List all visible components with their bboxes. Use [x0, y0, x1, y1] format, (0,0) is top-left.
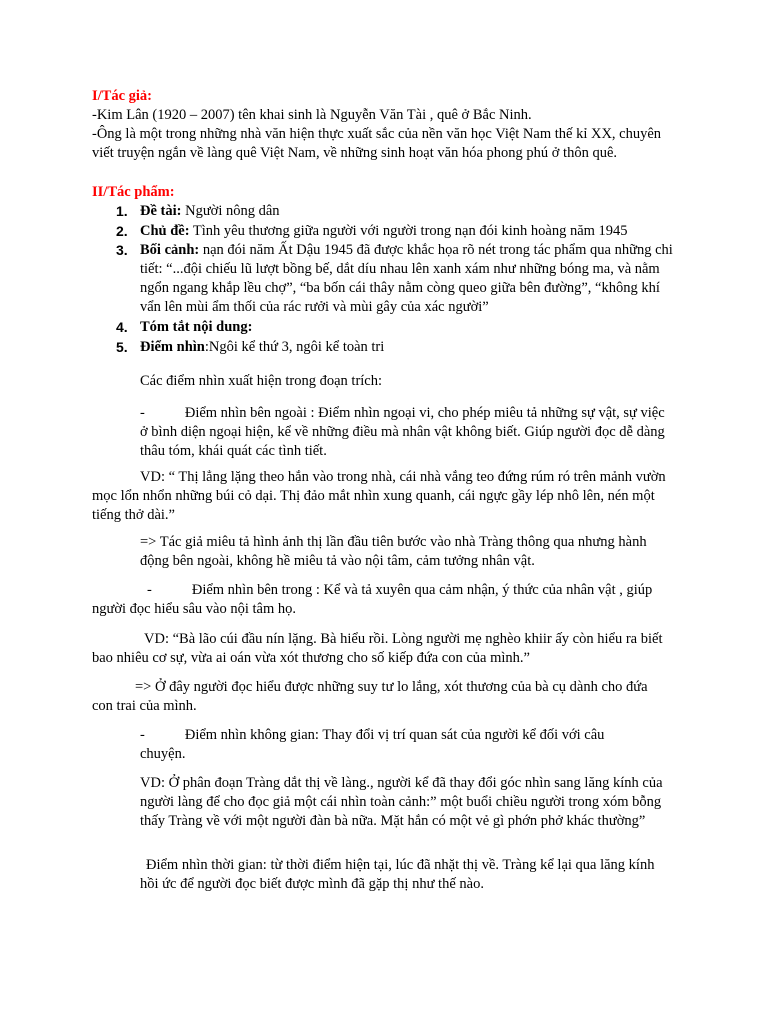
paragraph — [92, 581, 672, 619]
paragraph-text: Điểm nhìn bên trong : Kể và tả xuyên qua cảm nhận, ý thức của nhân vật , giúp người đọc hiểu sâu vào nội tâm họ. — [92, 582, 653, 617]
paragraph — [140, 726, 640, 764]
list-text: nạn đói năm Ất Dậu 1945 đã được khắc họa rõ nét trong tác phẩm qua những chi tiết: “...đội chiếu lũ lượt bồng bế, dắt díu nhau lên xanh xám như những bóng ma, và nằm ngổn ngang khắp lều chợ”, “ba bốn cái thây nằm còng queo giữa bên đường”, “không khí vẩn lên mùi ẩm thối của rác rưởi và mùi gây của xác người” — [140, 242, 673, 315]
list-number: 5. — [116, 339, 128, 355]
list-text: :Ngôi kể thứ 3, ngôi kể toàn tri — [204, 339, 385, 355]
list-label: Đề tài: — [140, 203, 182, 219]
paragraph: => Tác giả miêu tả hình ảnh thị lần đầu tiên bước vào nhà Tràng thông qua nhưng hành động bên ngoài, không hề miêu tả vào nội tâm, cảm tưởng nhân vật. — [140, 534, 647, 569]
list-number: 4. — [116, 319, 128, 335]
list-label: Bối cảnh: — [140, 242, 200, 258]
dash-marker: - — [140, 405, 145, 421]
section-heading-author: I/Tác giả: — [92, 88, 153, 104]
section-heading-work: II/Tác phẩm: — [92, 184, 175, 200]
paragraph: Điểm nhìn thời gian: từ thời điểm hiện tại, lúc đã nhặt thị về. Tràng kể lại qua lăng kính hồi ức để người đọc biết được mình đã gặp thị như thế nào. — [140, 857, 655, 892]
paragraph: VD: “ Thị lẳng lặng theo hắn vào trong nhà, cái nhà vắng teo đứng rúm ró trên mảnh vườn mọc lổn nhổn những búi cỏ dại. Thị đảo mắt nhìn xung quanh, cái ngực gầy lép nhô lên, nén một tiếng thở dài.” — [92, 469, 666, 523]
list-label: Tóm tắt nội dung: — [140, 319, 253, 335]
list-number: 1. — [116, 203, 128, 219]
paragraph-text: Điểm nhìn không gian: Thay đổi vị trí quan sát của người kể đối với câu chuyện. — [140, 727, 605, 762]
list-label: Chủ đề: — [140, 223, 190, 239]
dash-marker: - — [147, 582, 152, 598]
paragraph: => Ở đây người đọc hiểu được những suy tư lo lắng, xót thương của bà cụ dành cho đứa con trai của mình. — [92, 679, 648, 714]
paragraph-text: Điểm nhìn bên ngoài : Điểm nhìn ngoại vi, cho phép miêu tả những sự vật, sự việc ở bình diện ngoại hiện, kể về những điều mà nhân vật không biết. Giúp người đọc dễ dàng thâu tóm, khái quát các tình tiết. — [140, 405, 665, 459]
list-label: Điểm nhìn — [140, 339, 205, 355]
author-line-2: -Ông là một trong những nhà văn hiện thực xuất sắc của nền văn học Việt Nam thế kỉ XX, chuyên viết truyện ngắn về làng quê Việt Nam, về những sinh hoạt văn hóa phong phú ở thôn quê. — [92, 126, 662, 161]
paragraph — [140, 404, 675, 461]
list-text: Người nông dân — [181, 203, 280, 219]
list-number: 3. — [116, 242, 128, 258]
paragraph: VD: “Bà lão cúi đầu nín lặng. Bà hiểu rồi. Lòng người mẹ nghèo khiir ấy còn hiểu ra biết bao nhiêu cơ sự, vừa ai oán vừa xót thương cho số kiếp đứa con của mình.” — [92, 631, 663, 666]
list-number: 2. — [116, 223, 128, 239]
author-line-1: -Kim Lân (1920 – 2007) tên khai sinh là Nguyễn Văn Tài , quê ở Bắc Ninh. — [92, 107, 532, 123]
paragraph: VD: Ở phân đoạn Tràng dắt thị về làng., người kể đã thay đổi góc nhìn sang lăng kính của người làng để cho đọc giả một cái nhìn toàn cảnh:” một buổi chiều người trong xóm bỗng thấy Tràng về với một người đàn bà nữa. Mặt hắn có một vẻ gì phớn phở khác thường” — [140, 775, 663, 829]
paragraph: Các điểm nhìn xuất hiện trong đoạn trích: — [140, 373, 383, 389]
list-text: Tình yêu thương giữa người với người trong nạn đói kinh hoàng năm 1945 — [189, 223, 628, 239]
dash-marker: - — [140, 727, 145, 743]
